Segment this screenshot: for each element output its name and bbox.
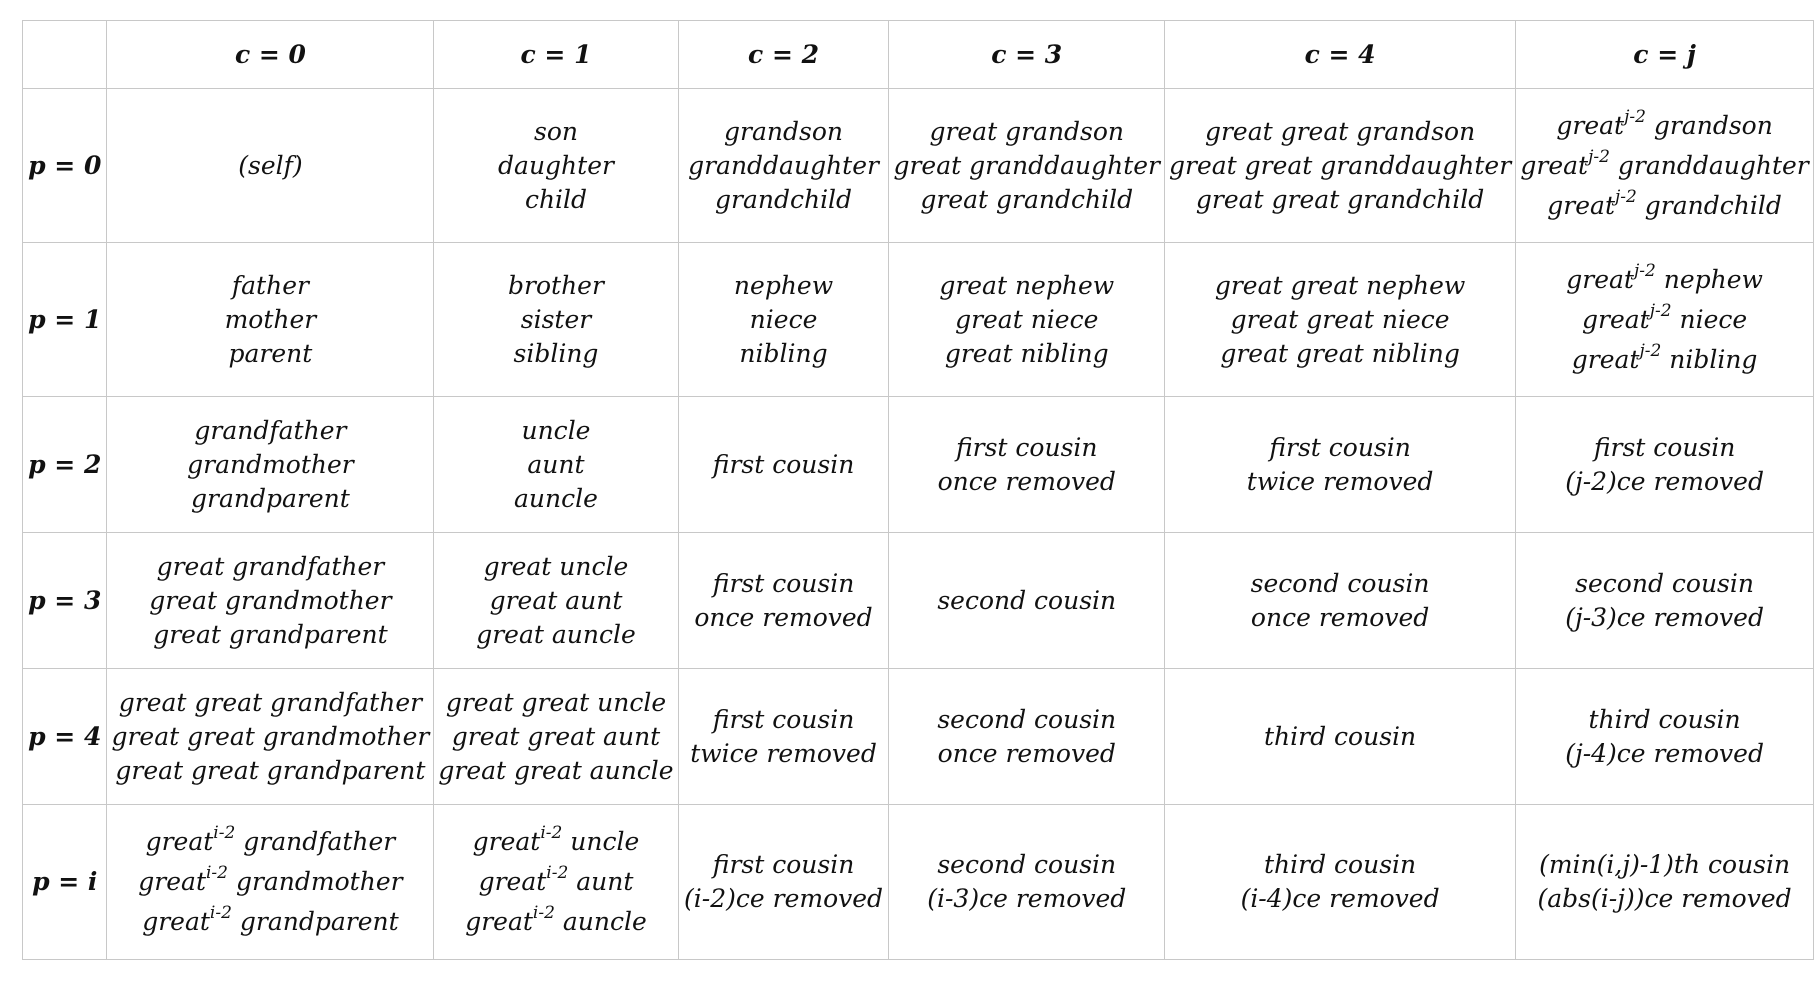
relation-term: great nephew: [939, 270, 1115, 300]
row-header: p = 4: [23, 669, 107, 805]
term-suffix: grandchild: [1636, 190, 1782, 220]
relation-term: son: [534, 116, 578, 146]
relation-term: great great auncle: [438, 755, 674, 785]
column-header-c2: c = 2: [678, 21, 889, 89]
relation-term: great aunt: [489, 585, 623, 615]
relation-term: great uncle: [483, 551, 629, 581]
relation-cell: [434, 805, 678, 960]
relation-term: great great uncle: [445, 687, 667, 717]
relation-term: great grandparent: [153, 619, 388, 649]
relation-term: grandchild: [715, 184, 853, 214]
relation-term: (j-4)ce removed: [1565, 738, 1764, 768]
relation-cell: [678, 669, 889, 805]
row-header: p = 1: [23, 243, 107, 397]
relation-cell: [107, 669, 434, 805]
relation-cell: [434, 669, 678, 805]
column-header-c1: c = 1: [434, 21, 678, 89]
relation-cell: [1165, 397, 1516, 533]
relation-cell: [1516, 397, 1814, 533]
relation-cell: [1165, 669, 1516, 805]
column-header-c0: c = 0: [107, 21, 434, 89]
term-exponent: j-2: [1624, 106, 1646, 127]
relation-cell: [107, 533, 434, 669]
term-exponent: i-2: [209, 903, 232, 924]
relation-cell: [678, 89, 889, 243]
relation-term: third cousin: [1588, 704, 1741, 734]
relation-term: (i-3)ce removed: [927, 884, 1127, 913]
relation-term: [111, 822, 429, 862]
relation-term: great great grandson: [1204, 116, 1476, 146]
relation-term: auncle: [514, 483, 598, 513]
relation-cell: [889, 669, 1165, 805]
term-exponent: j-2: [1588, 146, 1610, 167]
relation-cell: [1516, 669, 1814, 805]
column-header-c3: c = 3: [889, 21, 1165, 89]
relation-cell: [678, 243, 889, 397]
relation-term: (j-3)ce removed: [1565, 602, 1764, 632]
relation-term: [1520, 106, 1809, 146]
row-header: p = 3: [23, 533, 107, 669]
term-prefix: great: [1547, 190, 1615, 220]
relation-cell: [434, 397, 678, 533]
relation-cell: [889, 805, 1165, 960]
term-suffix: nibling: [1661, 344, 1758, 374]
table-row: [23, 805, 1814, 960]
relation-term: first cousin: [1593, 432, 1736, 462]
relation-cell: [107, 89, 434, 243]
term-suffix: grandparent: [231, 907, 399, 936]
relation-cell: [107, 243, 434, 397]
relation-term: once removed: [1250, 602, 1430, 632]
relation-cell: [1165, 533, 1516, 669]
term-exponent: i-2: [532, 903, 555, 924]
term-suffix: grandmother: [228, 867, 403, 896]
term-exponent: j-2: [1639, 340, 1662, 361]
relation-cell: [1165, 89, 1516, 243]
relation-cell: [1516, 533, 1814, 669]
relation-term: [1520, 340, 1809, 380]
relation-term: [1520, 186, 1809, 226]
relation-cell: [1165, 243, 1516, 397]
relation-term: parent: [228, 338, 313, 368]
term-suffix: grandfather: [235, 827, 396, 856]
relation-term: [1520, 260, 1809, 300]
header-row: [23, 21, 1814, 89]
relation-term: uncle: [521, 415, 591, 445]
relation-term: twice removed: [1246, 466, 1434, 496]
term-prefix: great: [465, 907, 533, 936]
relation-term: first cousin: [712, 850, 855, 879]
relation-cell: [889, 397, 1165, 533]
relation-cell: [434, 89, 678, 243]
term-exponent: i-2: [206, 863, 228, 884]
relation-term: [1520, 300, 1809, 340]
relation-term: grandfather: [194, 415, 347, 445]
relation-term: twice removed: [690, 738, 877, 768]
table-row: [23, 397, 1814, 533]
relation-term: father: [231, 270, 309, 300]
term-exponent: i-2: [546, 863, 569, 884]
relation-term: great grandson: [929, 116, 1125, 146]
relation-term: (self): [238, 150, 303, 180]
relation-term: [438, 862, 673, 902]
relation-term: (abs(i-j))ce removed: [1537, 884, 1792, 913]
relation-term: (min(i,j)-1)th cousin: [1539, 850, 1791, 879]
relation-term: great grandchild: [920, 184, 1134, 214]
relation-term: (i-4)ce removed: [1240, 884, 1440, 913]
relation-term: great auncle: [476, 619, 636, 649]
relation-term: first cousin: [1269, 432, 1411, 462]
relation-term: [1520, 146, 1809, 186]
relation-term: brother: [508, 270, 604, 300]
row-header: p = i: [23, 805, 107, 960]
relation-term: third cousin: [1264, 850, 1417, 879]
relation-cell: [107, 805, 434, 960]
term-prefix: great: [1556, 110, 1625, 140]
relation-term: first cousin: [955, 432, 1098, 462]
term-suffix: nephew: [1655, 264, 1763, 294]
relation-cell: [889, 89, 1165, 243]
relation-term: great great niece: [1230, 304, 1450, 334]
relation-term: daughter: [498, 150, 614, 180]
relation-term: first cousin: [712, 704, 855, 734]
relation-term: great great grandmother: [111, 721, 430, 751]
relation-cell: [1516, 805, 1814, 960]
relation-term: second cousin: [937, 850, 1117, 879]
relation-term: great grandmother: [149, 585, 392, 615]
relation-cell: [434, 243, 678, 397]
relation-term: once removed: [694, 602, 873, 632]
relation-term: third cousin: [1264, 721, 1417, 751]
relation-cell: [889, 533, 1165, 669]
relation-cell: [678, 805, 889, 960]
relation-term: nephew: [733, 270, 834, 300]
relation-term: great great grandfather: [118, 687, 423, 717]
kinship-table: [22, 20, 1814, 960]
relation-term: grandson: [724, 116, 843, 146]
term-suffix: niece: [1671, 304, 1748, 334]
corner-cell: [23, 21, 107, 89]
table-row: [23, 243, 1814, 397]
term-exponent: j-2: [1649, 300, 1672, 321]
relation-term: first cousin: [712, 449, 855, 479]
term-prefix: great: [1571, 344, 1640, 374]
term-prefix: great: [142, 907, 210, 936]
relation-term: (i-2)ce removed: [684, 884, 884, 913]
relation-term: great grandfather: [156, 551, 385, 581]
relation-term: grandparent: [191, 483, 350, 513]
relation-term: grandmother: [187, 449, 354, 479]
relation-term: [438, 902, 673, 942]
relation-term: great great aunt: [451, 721, 661, 751]
relation-cell: [1165, 805, 1516, 960]
relation-term: second cousin: [1250, 568, 1430, 598]
relation-cell: [678, 533, 889, 669]
table-row: [23, 89, 1814, 243]
term-prefix: great: [145, 827, 214, 856]
relation-cell: [1516, 243, 1814, 397]
relation-term: niece: [749, 304, 818, 334]
row-header: p = 2: [23, 397, 107, 533]
relation-cell: [107, 397, 434, 533]
relation-cell: [678, 397, 889, 533]
row-header: p = 0: [23, 89, 107, 243]
table-row: [23, 669, 1814, 805]
column-header-cj: c = j: [1516, 21, 1814, 89]
relation-term: once removed: [937, 466, 1116, 496]
relation-term: great great nibling: [1220, 338, 1460, 368]
relation-cell: [889, 243, 1165, 397]
term-suffix: auncle: [554, 907, 647, 936]
term-suffix: granddaughter: [1609, 150, 1809, 180]
relation-term: sibling: [513, 338, 599, 368]
relation-term: child: [524, 184, 588, 214]
relation-cell: [1516, 89, 1814, 243]
relation-term: [111, 902, 429, 942]
relation-term: great great granddaughter: [1169, 150, 1512, 180]
term-suffix: uncle: [562, 827, 640, 856]
term-prefix: great: [1566, 264, 1634, 294]
relation-cell: [434, 533, 678, 669]
relation-term: great great grandchild: [1195, 184, 1485, 214]
relation-term: second cousin: [937, 704, 1117, 734]
relation-term: aunt: [527, 449, 585, 479]
term-prefix: great: [138, 867, 206, 896]
term-prefix: great: [1581, 304, 1650, 334]
relation-term: great niece: [955, 304, 1099, 334]
relation-term: sister: [520, 304, 592, 334]
relation-term: second cousin: [937, 585, 1117, 615]
table-body: [23, 89, 1814, 960]
relation-term: great granddaughter: [893, 150, 1160, 180]
term-prefix: great: [1520, 150, 1589, 180]
term-prefix: great: [472, 827, 541, 856]
relation-term: great great grandparent: [115, 755, 426, 785]
term-exponent: i-2: [213, 823, 236, 844]
relation-term: great great nephew: [1214, 270, 1466, 300]
relation-term: once removed: [937, 738, 1116, 768]
term-exponent: i-2: [540, 823, 563, 844]
term-suffix: aunt: [568, 867, 634, 896]
relation-term: granddaughter: [688, 150, 879, 180]
term-prefix: great: [478, 867, 547, 896]
term-suffix: grandson: [1645, 110, 1773, 140]
relation-term: [111, 862, 429, 902]
relation-term: great nibling: [944, 338, 1109, 368]
relation-term: [438, 822, 673, 862]
relation-term: mother: [224, 304, 317, 334]
table-row: [23, 533, 1814, 669]
relation-term: (j-2)ce removed: [1565, 466, 1764, 496]
relation-term: first cousin: [712, 568, 855, 598]
relation-term: second cousin: [1575, 568, 1754, 598]
column-header-c4: c = 4: [1165, 21, 1516, 89]
term-exponent: j-2: [1615, 186, 1637, 207]
relation-term: nibling: [739, 338, 828, 368]
term-exponent: j-2: [1633, 260, 1656, 281]
